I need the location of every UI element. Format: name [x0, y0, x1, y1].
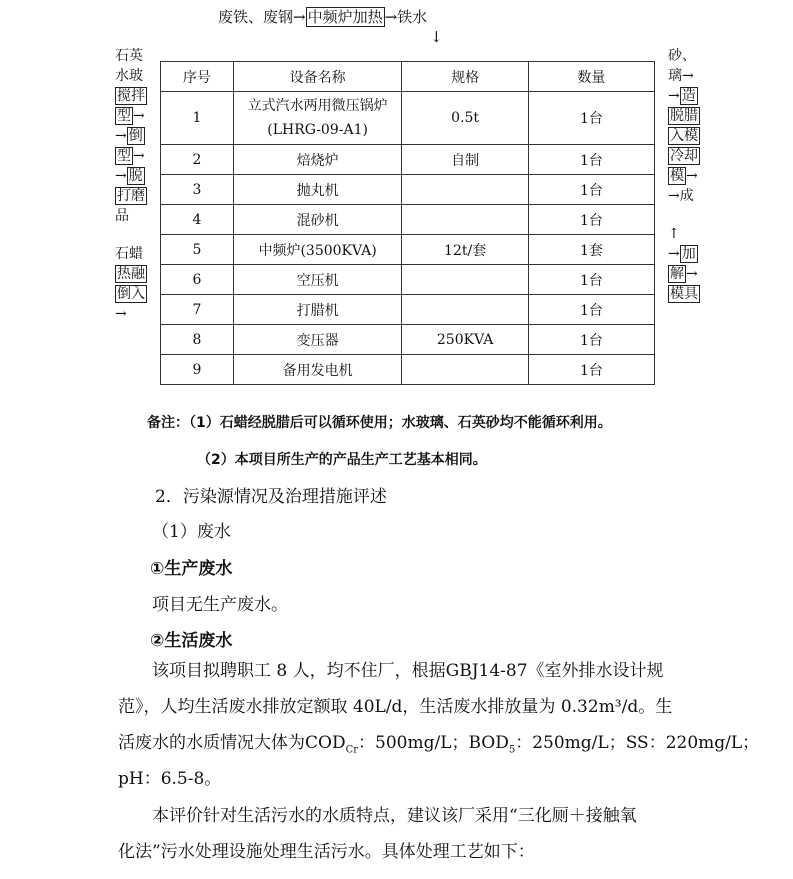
paragraph-domestic-line-3: [118, 727, 759, 766]
table-row: [161, 175, 655, 205]
cell-qty: 1台: [528, 265, 654, 295]
left-flow-box: 脱: [128, 168, 143, 184]
left-flow-box: 打磨: [117, 188, 145, 204]
left-flow-item: 水玻: [115, 68, 143, 84]
note-line-1: [147, 412, 612, 432]
cod-label: 活废水的水质情况大体为COD: [118, 733, 346, 753]
table-header-row: [161, 62, 655, 92]
right-flow-box: 解: [670, 266, 684, 282]
subsection-wastewater: （1）废水: [152, 522, 231, 542]
left-flow-item: 品: [115, 208, 129, 224]
paragraph-domestic-line-1: 该项目拟聘职工 8 人，均不住厂，根据GBJ14-87《室外排水设计规: [152, 661, 664, 681]
paragraph-no-production-wastewater: 项目无生产废水。: [152, 595, 288, 615]
left-flow-item: → 倒: [115, 128, 143, 144]
right-flow-item: 解 →: [670, 266, 698, 282]
cell-name: 变压器: [233, 325, 402, 355]
table-row: [161, 265, 655, 295]
right-flow-box: 脱腊: [670, 108, 698, 124]
note-label: 备注：: [147, 415, 189, 431]
section-title: 2．污染源情况及治理措施评述: [155, 487, 387, 507]
equipment-table: [160, 61, 655, 385]
right-flow-item: 璃→: [668, 68, 694, 84]
subsection-production-wastewater: ①生产废水: [150, 559, 233, 579]
header-no: 序号: [161, 62, 234, 92]
right-flow-item: [668, 146, 700, 166]
table-row: [161, 205, 655, 235]
left-flow-box: 搅拌: [117, 88, 145, 104]
paragraph-treatment-line-1: 本评价针对生活污水的水质特点，建议该厂采用“三化厕＋接触氧: [152, 806, 637, 826]
left-flow-item: 型 →: [117, 108, 145, 124]
left-flow-item: 型 →: [117, 148, 145, 164]
right-flow-box: 造: [681, 88, 696, 104]
right-flow-item: [668, 284, 700, 304]
paragraph-domestic-line-2: 范》，人均生活废水排放定额取 40L/d，生活废水排放量为 0.32m³/d。生: [118, 697, 673, 717]
flow-top-prefix: 废铁、废钢→: [218, 8, 306, 26]
header-spec: 规格: [402, 62, 528, 92]
paragraph-treatment-line-2: 化法”污水处理设施处理生活污水。具体处理工艺如下：: [118, 842, 535, 862]
cell-name: 抛丸机: [233, 175, 402, 205]
left-flow-box: 倒入: [117, 286, 145, 302]
cell-qty: 1台: [528, 355, 654, 385]
right-flow-item: →成: [668, 188, 694, 204]
cell-no: 5: [161, 235, 234, 265]
table-row: [161, 92, 655, 145]
subsection-domestic-wastewater: ②生活废水: [150, 631, 233, 651]
right-flow-box: 模: [670, 168, 684, 184]
cell-no: 6: [161, 265, 234, 295]
cell-no: 3: [161, 175, 234, 205]
cell-name: 中频炉(3500KVA): [233, 235, 402, 265]
cell-name: 立式汽水两用微压锅炉 (LHRG-09-A1): [233, 92, 402, 145]
paragraph-domestic-line-4: pH：6.5-8。: [118, 769, 222, 789]
right-flow-box: 加: [681, 246, 696, 262]
cell-no: 2: [161, 145, 234, 175]
left-flow-item: [115, 264, 147, 284]
right-flow-item: → 加: [668, 246, 696, 262]
cell-name: 打腊机: [233, 295, 402, 325]
left-flow-item: 石蜡: [115, 246, 143, 262]
left-flow-item: [115, 186, 147, 206]
table-row: [161, 145, 655, 175]
cell-spec: [402, 295, 528, 325]
bod-subscript: 5: [508, 744, 516, 756]
cell-qty: 1台: [528, 325, 654, 355]
right-flow-item: [668, 106, 700, 126]
cell-spec: 12t/套: [402, 235, 528, 265]
right-flow-box: 模具: [670, 286, 698, 302]
flow-top-furnace-box: 中频炉加热: [307, 8, 383, 26]
cell-qty: 1台: [528, 295, 654, 325]
table-row: [161, 295, 655, 325]
right-flow-item: ↑: [668, 226, 680, 242]
right-flow-item: → 造: [668, 88, 696, 104]
note-2: （2）本项目所生产的产品生产工艺基本相同。: [197, 452, 487, 468]
cell-spec: [402, 265, 528, 295]
table-row: [161, 355, 655, 385]
cell-name: 空压机: [233, 265, 402, 295]
cell-no: 7: [161, 295, 234, 325]
cell-spec: 自制: [402, 145, 528, 175]
cell-no: 4: [161, 205, 234, 235]
cell-qty: 1台: [528, 92, 654, 145]
ss-values: ：250mg/L；SS：220mg/L；: [515, 733, 760, 753]
right-flow-item: [668, 126, 700, 146]
cell-no: 8: [161, 325, 234, 355]
cell-name: 备用发电机: [233, 355, 402, 385]
left-flow-box: 型: [117, 148, 131, 164]
left-flow-box: 倒: [128, 128, 143, 144]
left-flow-item: [115, 284, 147, 304]
cell-name: 焙烧炉: [233, 145, 402, 175]
flow-down-arrow: ↓: [430, 28, 443, 46]
left-flow-box: 型: [117, 108, 131, 124]
cell-spec: [402, 175, 528, 205]
left-flow-item: →: [115, 306, 127, 322]
cell-spec: 0.5t: [402, 92, 528, 145]
header-qty: 数量: [528, 62, 654, 92]
table-row: [161, 325, 655, 355]
table-row: [161, 235, 655, 265]
cell-spec: [402, 205, 528, 235]
right-flow-column: [668, 46, 700, 304]
left-flow-item: 石英: [115, 48, 143, 64]
cell-qty: 1台: [528, 145, 654, 175]
flow-top-suffix: →铁水: [384, 8, 428, 26]
note-1: （1）石蜡经脱腊后可以循环使用；水玻璃、石英砂均不能循环利用。: [189, 415, 612, 431]
right-flow-box: 冷却: [670, 148, 698, 164]
left-flow-column: [115, 46, 147, 324]
right-flow-item: 模 →: [670, 168, 698, 184]
bod-label: ：500mg/L；BOD: [358, 733, 509, 753]
flow-top-line: [218, 6, 427, 27]
cell-spec: [402, 355, 528, 385]
cell-no: 1: [161, 92, 234, 145]
right-flow-box: 入模: [670, 128, 698, 144]
left-flow-box: 热融: [117, 266, 145, 282]
cell-qty: 1台: [528, 205, 654, 235]
left-flow-item: → 脱: [115, 168, 143, 184]
cod-subscript: Cr: [345, 744, 359, 756]
cell-name: 混砂机: [233, 205, 402, 235]
header-name: 设备名称: [233, 62, 402, 92]
cell-qty: 1台: [528, 175, 654, 205]
right-flow-item: 砂、: [668, 48, 696, 64]
cell-qty: 1套: [528, 235, 654, 265]
cell-no: 9: [161, 355, 234, 385]
left-flow-item: [115, 86, 147, 106]
cell-spec: 250KVA: [402, 325, 528, 355]
